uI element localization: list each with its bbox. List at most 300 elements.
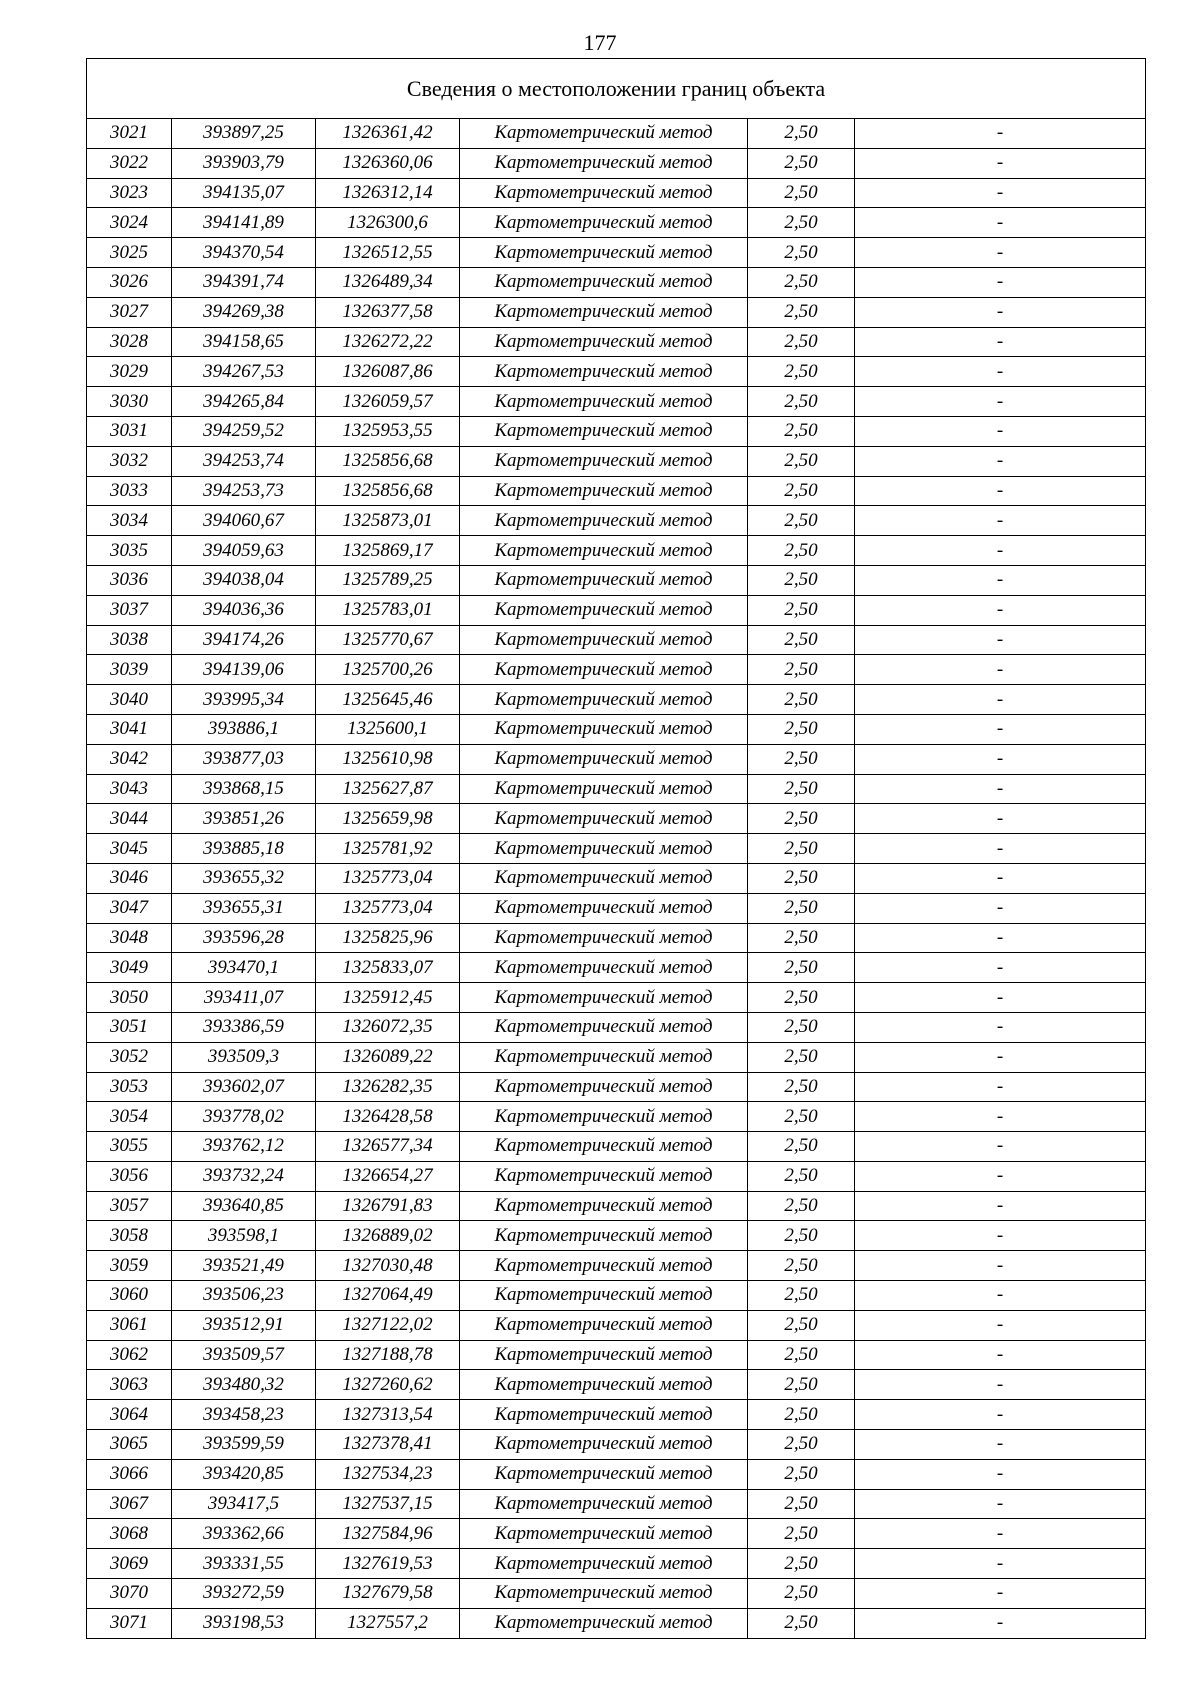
description-cell: - xyxy=(855,178,1146,208)
table-title-row xyxy=(87,59,1146,119)
method-cell: Картометрический метод xyxy=(460,1102,748,1132)
table-row xyxy=(87,536,1146,566)
y-coordinate-cell: 1325912,45 xyxy=(316,983,460,1013)
point-number-cell: 3044 xyxy=(87,804,172,834)
table-row xyxy=(87,1459,1146,1489)
x-coordinate-cell: 394174,26 xyxy=(172,625,316,655)
y-coordinate-cell: 1326312,14 xyxy=(316,178,460,208)
method-cell: Картометрический метод xyxy=(460,1191,748,1221)
description-cell: - xyxy=(855,119,1146,149)
table-row xyxy=(87,238,1146,268)
description-cell: - xyxy=(855,208,1146,238)
table-row xyxy=(87,1281,1146,1311)
accuracy-cell: 2,50 xyxy=(748,685,855,715)
description-cell: - xyxy=(855,1102,1146,1132)
point-number-cell: 3028 xyxy=(87,327,172,357)
description-cell: - xyxy=(855,446,1146,476)
table-row xyxy=(87,595,1146,625)
y-coordinate-cell: 1327619,53 xyxy=(316,1549,460,1579)
description-cell: - xyxy=(855,1400,1146,1430)
accuracy-cell: 2,50 xyxy=(748,1161,855,1191)
table-row xyxy=(87,685,1146,715)
accuracy-cell: 2,50 xyxy=(748,1191,855,1221)
y-coordinate-cell: 1327557,2 xyxy=(316,1608,460,1638)
y-coordinate-cell: 1325627,87 xyxy=(316,774,460,804)
x-coordinate-cell: 393331,55 xyxy=(172,1549,316,1579)
method-cell: Картометрический метод xyxy=(460,506,748,536)
point-number-cell: 3068 xyxy=(87,1519,172,1549)
description-cell: - xyxy=(855,953,1146,983)
x-coordinate-cell: 393509,3 xyxy=(172,1042,316,1072)
table-row xyxy=(87,1191,1146,1221)
accuracy-cell: 2,50 xyxy=(748,178,855,208)
point-number-cell: 3060 xyxy=(87,1281,172,1311)
x-coordinate-cell: 394370,54 xyxy=(172,238,316,268)
point-number-cell: 3022 xyxy=(87,148,172,178)
accuracy-cell: 2,50 xyxy=(748,1459,855,1489)
accuracy-cell: 2,50 xyxy=(748,327,855,357)
accuracy-cell: 2,50 xyxy=(748,506,855,536)
point-number-cell: 3050 xyxy=(87,983,172,1013)
accuracy-cell: 2,50 xyxy=(748,1072,855,1102)
y-coordinate-cell: 1325770,67 xyxy=(316,625,460,655)
point-number-cell: 3038 xyxy=(87,625,172,655)
description-cell: - xyxy=(855,655,1146,685)
table-row xyxy=(87,1221,1146,1251)
point-number-cell: 3030 xyxy=(87,387,172,417)
y-coordinate-cell: 1327122,02 xyxy=(316,1310,460,1340)
accuracy-cell: 2,50 xyxy=(748,983,855,1013)
x-coordinate-cell: 393851,26 xyxy=(172,804,316,834)
table-row xyxy=(87,148,1146,178)
table-row xyxy=(87,416,1146,446)
y-coordinate-cell: 1326889,02 xyxy=(316,1221,460,1251)
table-row xyxy=(87,625,1146,655)
method-cell: Картометрический метод xyxy=(460,685,748,715)
method-cell: Картометрический метод xyxy=(460,1310,748,1340)
point-number-cell: 3032 xyxy=(87,446,172,476)
table-row xyxy=(87,1161,1146,1191)
y-coordinate-cell: 1325773,04 xyxy=(316,893,460,923)
x-coordinate-cell: 393458,23 xyxy=(172,1400,316,1430)
x-coordinate-cell: 393506,23 xyxy=(172,1281,316,1311)
y-coordinate-cell: 1327188,78 xyxy=(316,1340,460,1370)
accuracy-cell: 2,50 xyxy=(748,1281,855,1311)
description-cell: - xyxy=(855,595,1146,625)
y-coordinate-cell: 1327064,49 xyxy=(316,1281,460,1311)
description-cell: - xyxy=(855,1579,1146,1609)
x-coordinate-cell: 393512,91 xyxy=(172,1310,316,1340)
point-number-cell: 3023 xyxy=(87,178,172,208)
y-coordinate-cell: 1325873,01 xyxy=(316,506,460,536)
y-coordinate-cell: 1327313,54 xyxy=(316,1400,460,1430)
method-cell: Картометрический метод xyxy=(460,1608,748,1638)
y-coordinate-cell: 1327378,41 xyxy=(316,1430,460,1460)
method-cell: Картометрический метод xyxy=(460,1489,748,1519)
point-number-cell: 3054 xyxy=(87,1102,172,1132)
description-cell: - xyxy=(855,714,1146,744)
accuracy-cell: 2,50 xyxy=(748,1132,855,1162)
y-coordinate-cell: 1327260,62 xyxy=(316,1370,460,1400)
accuracy-cell: 2,50 xyxy=(748,804,855,834)
accuracy-cell: 2,50 xyxy=(748,416,855,446)
table-row xyxy=(87,1251,1146,1281)
description-cell: - xyxy=(855,1370,1146,1400)
accuracy-cell: 2,50 xyxy=(748,863,855,893)
x-coordinate-cell: 393470,1 xyxy=(172,953,316,983)
description-cell: - xyxy=(855,863,1146,893)
table-row xyxy=(87,804,1146,834)
method-cell: Картометрический метод xyxy=(460,327,748,357)
x-coordinate-cell: 393596,28 xyxy=(172,923,316,953)
x-coordinate-cell: 393886,1 xyxy=(172,714,316,744)
method-cell: Картометрический метод xyxy=(460,1281,748,1311)
method-cell: Картометрический метод xyxy=(460,1340,748,1370)
point-number-cell: 3024 xyxy=(87,208,172,238)
y-coordinate-cell: 1326087,86 xyxy=(316,357,460,387)
accuracy-cell: 2,50 xyxy=(748,1310,855,1340)
description-cell: - xyxy=(855,1042,1146,1072)
y-coordinate-cell: 1326489,34 xyxy=(316,267,460,297)
accuracy-cell: 2,50 xyxy=(748,208,855,238)
description-cell: - xyxy=(855,476,1146,506)
y-coordinate-cell: 1325789,25 xyxy=(316,565,460,595)
accuracy-cell: 2,50 xyxy=(748,595,855,625)
method-cell: Картометрический метод xyxy=(460,714,748,744)
method-cell: Картометрический метод xyxy=(460,1549,748,1579)
method-cell: Картометрический метод xyxy=(460,893,748,923)
method-cell: Картометрический метод xyxy=(460,834,748,864)
description-cell: - xyxy=(855,1310,1146,1340)
x-coordinate-cell: 394139,06 xyxy=(172,655,316,685)
description-cell: - xyxy=(855,1251,1146,1281)
method-cell: Картометрический метод xyxy=(460,1251,748,1281)
description-cell: - xyxy=(855,565,1146,595)
table-row xyxy=(87,357,1146,387)
accuracy-cell: 2,50 xyxy=(748,1221,855,1251)
point-number-cell: 3062 xyxy=(87,1340,172,1370)
y-coordinate-cell: 1325645,46 xyxy=(316,685,460,715)
method-cell: Картометрический метод xyxy=(460,1430,748,1460)
y-coordinate-cell: 1327030,48 xyxy=(316,1251,460,1281)
method-cell: Картометрический метод xyxy=(460,625,748,655)
description-cell: - xyxy=(855,744,1146,774)
y-coordinate-cell: 1326377,58 xyxy=(316,297,460,327)
y-coordinate-cell: 1325825,96 xyxy=(316,923,460,953)
x-coordinate-cell: 393640,85 xyxy=(172,1191,316,1221)
description-cell: - xyxy=(855,416,1146,446)
y-coordinate-cell: 1326577,34 xyxy=(316,1132,460,1162)
point-number-cell: 3042 xyxy=(87,744,172,774)
point-number-cell: 3061 xyxy=(87,1310,172,1340)
method-cell: Картометрический метод xyxy=(460,923,748,953)
x-coordinate-cell: 393897,25 xyxy=(172,119,316,149)
point-number-cell: 3067 xyxy=(87,1489,172,1519)
description-cell: - xyxy=(855,357,1146,387)
table-row xyxy=(87,655,1146,685)
accuracy-cell: 2,50 xyxy=(748,655,855,685)
y-coordinate-cell: 1325833,07 xyxy=(316,953,460,983)
point-number-cell: 3064 xyxy=(87,1400,172,1430)
method-cell: Картометрический метод xyxy=(460,1579,748,1609)
y-coordinate-cell: 1326059,57 xyxy=(316,387,460,417)
x-coordinate-cell: 393411,07 xyxy=(172,983,316,1013)
x-coordinate-cell: 393995,34 xyxy=(172,685,316,715)
point-number-cell: 3052 xyxy=(87,1042,172,1072)
x-coordinate-cell: 393655,31 xyxy=(172,893,316,923)
y-coordinate-cell: 1325781,92 xyxy=(316,834,460,864)
point-number-cell: 3043 xyxy=(87,774,172,804)
table-row xyxy=(87,1608,1146,1638)
method-cell: Картометрический метод xyxy=(460,1012,748,1042)
description-cell: - xyxy=(855,1161,1146,1191)
accuracy-cell: 2,50 xyxy=(748,536,855,566)
description-cell: - xyxy=(855,983,1146,1013)
description-cell: - xyxy=(855,1191,1146,1221)
table-row xyxy=(87,1102,1146,1132)
description-cell: - xyxy=(855,536,1146,566)
method-cell: Картометрический метод xyxy=(460,446,748,476)
point-number-cell: 3069 xyxy=(87,1549,172,1579)
method-cell: Картометрический метод xyxy=(460,208,748,238)
y-coordinate-cell: 1326791,83 xyxy=(316,1191,460,1221)
y-coordinate-cell: 1326089,22 xyxy=(316,1042,460,1072)
accuracy-cell: 2,50 xyxy=(748,1519,855,1549)
table-row xyxy=(87,744,1146,774)
table-row xyxy=(87,1012,1146,1042)
table-row xyxy=(87,893,1146,923)
x-coordinate-cell: 394135,07 xyxy=(172,178,316,208)
table-row xyxy=(87,1519,1146,1549)
description-cell: - xyxy=(855,1072,1146,1102)
table-row xyxy=(87,774,1146,804)
y-coordinate-cell: 1326072,35 xyxy=(316,1012,460,1042)
method-cell: Картометрический метод xyxy=(460,774,748,804)
method-cell: Картометрический метод xyxy=(460,953,748,983)
table-row xyxy=(87,983,1146,1013)
x-coordinate-cell: 393602,07 xyxy=(172,1072,316,1102)
table-row xyxy=(87,923,1146,953)
x-coordinate-cell: 393386,59 xyxy=(172,1012,316,1042)
table-row xyxy=(87,1042,1146,1072)
point-number-cell: 3051 xyxy=(87,1012,172,1042)
accuracy-cell: 2,50 xyxy=(748,1370,855,1400)
point-number-cell: 3027 xyxy=(87,297,172,327)
accuracy-cell: 2,50 xyxy=(748,148,855,178)
description-cell: - xyxy=(855,1519,1146,1549)
description-cell: - xyxy=(855,327,1146,357)
method-cell: Картометрический метод xyxy=(460,863,748,893)
accuracy-cell: 2,50 xyxy=(748,923,855,953)
description-cell: - xyxy=(855,1459,1146,1489)
table-row xyxy=(87,1579,1146,1609)
method-cell: Картометрический метод xyxy=(460,1221,748,1251)
method-cell: Картометрический метод xyxy=(460,1161,748,1191)
table-row xyxy=(87,1430,1146,1460)
point-number-cell: 3057 xyxy=(87,1191,172,1221)
point-number-cell: 3033 xyxy=(87,476,172,506)
description-cell: - xyxy=(855,804,1146,834)
point-number-cell: 3055 xyxy=(87,1132,172,1162)
y-coordinate-cell: 1325856,68 xyxy=(316,476,460,506)
description-cell: - xyxy=(855,1430,1146,1460)
x-coordinate-cell: 393762,12 xyxy=(172,1132,316,1162)
point-number-cell: 3026 xyxy=(87,267,172,297)
point-number-cell: 3065 xyxy=(87,1430,172,1460)
method-cell: Картометрический метод xyxy=(460,983,748,1013)
method-cell: Картометрический метод xyxy=(460,744,748,774)
accuracy-cell: 2,50 xyxy=(748,1430,855,1460)
method-cell: Картометрический метод xyxy=(460,148,748,178)
method-cell: Картометрический метод xyxy=(460,804,748,834)
y-coordinate-cell: 1327584,96 xyxy=(316,1519,460,1549)
description-cell: - xyxy=(855,267,1146,297)
y-coordinate-cell: 1327679,58 xyxy=(316,1579,460,1609)
point-number-cell: 3037 xyxy=(87,595,172,625)
method-cell: Картометрический метод xyxy=(460,357,748,387)
x-coordinate-cell: 393903,79 xyxy=(172,148,316,178)
accuracy-cell: 2,50 xyxy=(748,357,855,387)
accuracy-cell: 2,50 xyxy=(748,834,855,864)
method-cell: Картометрический метод xyxy=(460,238,748,268)
table-row xyxy=(87,119,1146,149)
table-row xyxy=(87,1370,1146,1400)
table-row xyxy=(87,446,1146,476)
x-coordinate-cell: 393272,59 xyxy=(172,1579,316,1609)
accuracy-cell: 2,50 xyxy=(748,744,855,774)
table-row xyxy=(87,863,1146,893)
description-cell: - xyxy=(855,238,1146,268)
x-coordinate-cell: 394036,36 xyxy=(172,595,316,625)
accuracy-cell: 2,50 xyxy=(748,1400,855,1430)
y-coordinate-cell: 1325659,98 xyxy=(316,804,460,834)
x-coordinate-cell: 393417,5 xyxy=(172,1489,316,1519)
table-row xyxy=(87,1132,1146,1162)
table-row xyxy=(87,327,1146,357)
x-coordinate-cell: 394038,04 xyxy=(172,565,316,595)
accuracy-cell: 2,50 xyxy=(748,1579,855,1609)
x-coordinate-cell: 394269,38 xyxy=(172,297,316,327)
accuracy-cell: 2,50 xyxy=(748,297,855,327)
x-coordinate-cell: 394253,74 xyxy=(172,446,316,476)
point-number-cell: 3063 xyxy=(87,1370,172,1400)
accuracy-cell: 2,50 xyxy=(748,1042,855,1072)
x-coordinate-cell: 393509,57 xyxy=(172,1340,316,1370)
description-cell: - xyxy=(855,893,1146,923)
x-coordinate-cell: 394141,89 xyxy=(172,208,316,238)
y-coordinate-cell: 1325783,01 xyxy=(316,595,460,625)
x-coordinate-cell: 393521,49 xyxy=(172,1251,316,1281)
table-row xyxy=(87,208,1146,238)
accuracy-cell: 2,50 xyxy=(748,1102,855,1132)
x-coordinate-cell: 394259,52 xyxy=(172,416,316,446)
description-cell: - xyxy=(855,685,1146,715)
point-number-cell: 3034 xyxy=(87,506,172,536)
table-row xyxy=(87,267,1146,297)
point-number-cell: 3040 xyxy=(87,685,172,715)
description-cell: - xyxy=(855,387,1146,417)
y-coordinate-cell: 1325610,98 xyxy=(316,744,460,774)
y-coordinate-cell: 1325856,68 xyxy=(316,446,460,476)
x-coordinate-cell: 393362,66 xyxy=(172,1519,316,1549)
point-number-cell: 3056 xyxy=(87,1161,172,1191)
x-coordinate-cell: 393655,32 xyxy=(172,863,316,893)
point-number-cell: 3058 xyxy=(87,1221,172,1251)
y-coordinate-cell: 1326360,06 xyxy=(316,148,460,178)
method-cell: Картометрический метод xyxy=(460,476,748,506)
point-number-cell: 3071 xyxy=(87,1608,172,1638)
x-coordinate-cell: 393599,59 xyxy=(172,1430,316,1460)
method-cell: Картометрический метод xyxy=(460,416,748,446)
method-cell: Картометрический метод xyxy=(460,595,748,625)
y-coordinate-cell: 1326428,58 xyxy=(316,1102,460,1132)
page-number: 177 xyxy=(583,30,617,55)
description-cell: - xyxy=(855,297,1146,327)
x-coordinate-cell: 394267,53 xyxy=(172,357,316,387)
accuracy-cell: 2,50 xyxy=(748,476,855,506)
accuracy-cell: 2,50 xyxy=(748,446,855,476)
description-cell: - xyxy=(855,625,1146,655)
description-cell: - xyxy=(855,1489,1146,1519)
description-cell: - xyxy=(855,1221,1146,1251)
table-row xyxy=(87,1072,1146,1102)
description-cell: - xyxy=(855,1281,1146,1311)
point-number-cell: 3031 xyxy=(87,416,172,446)
method-cell: Картометрический метод xyxy=(460,1459,748,1489)
accuracy-cell: 2,50 xyxy=(748,893,855,923)
x-coordinate-cell: 393885,18 xyxy=(172,834,316,864)
table-row xyxy=(87,476,1146,506)
accuracy-cell: 2,50 xyxy=(748,714,855,744)
y-coordinate-cell: 1326361,42 xyxy=(316,119,460,149)
point-number-cell: 3046 xyxy=(87,863,172,893)
accuracy-cell: 2,50 xyxy=(748,953,855,983)
table-row xyxy=(87,1489,1146,1519)
point-number-cell: 3035 xyxy=(87,536,172,566)
description-cell: - xyxy=(855,1012,1146,1042)
method-cell: Картометрический метод xyxy=(460,178,748,208)
method-cell: Картометрический метод xyxy=(460,1072,748,1102)
point-number-cell: 3036 xyxy=(87,565,172,595)
accuracy-cell: 2,50 xyxy=(748,1608,855,1638)
point-number-cell: 3047 xyxy=(87,893,172,923)
x-coordinate-cell: 393420,85 xyxy=(172,1459,316,1489)
accuracy-cell: 2,50 xyxy=(748,1251,855,1281)
x-coordinate-cell: 394060,67 xyxy=(172,506,316,536)
description-cell: - xyxy=(855,1549,1146,1579)
point-number-cell: 3053 xyxy=(87,1072,172,1102)
table-row xyxy=(87,834,1146,864)
x-coordinate-cell: 393198,53 xyxy=(172,1608,316,1638)
x-coordinate-cell: 394158,65 xyxy=(172,327,316,357)
point-number-cell: 3021 xyxy=(87,119,172,149)
table-row xyxy=(87,1549,1146,1579)
table-row xyxy=(87,714,1146,744)
y-coordinate-cell: 1325600,1 xyxy=(316,714,460,744)
y-coordinate-cell: 1327534,23 xyxy=(316,1459,460,1489)
point-number-cell: 3039 xyxy=(87,655,172,685)
description-cell: - xyxy=(855,506,1146,536)
y-coordinate-cell: 1326282,35 xyxy=(316,1072,460,1102)
y-coordinate-cell: 1325869,17 xyxy=(316,536,460,566)
point-number-cell: 3041 xyxy=(87,714,172,744)
table-row xyxy=(87,178,1146,208)
point-number-cell: 3049 xyxy=(87,953,172,983)
method-cell: Картометрический метод xyxy=(460,536,748,566)
description-cell: - xyxy=(855,923,1146,953)
accuracy-cell: 2,50 xyxy=(748,1489,855,1519)
point-number-cell: 3029 xyxy=(87,357,172,387)
